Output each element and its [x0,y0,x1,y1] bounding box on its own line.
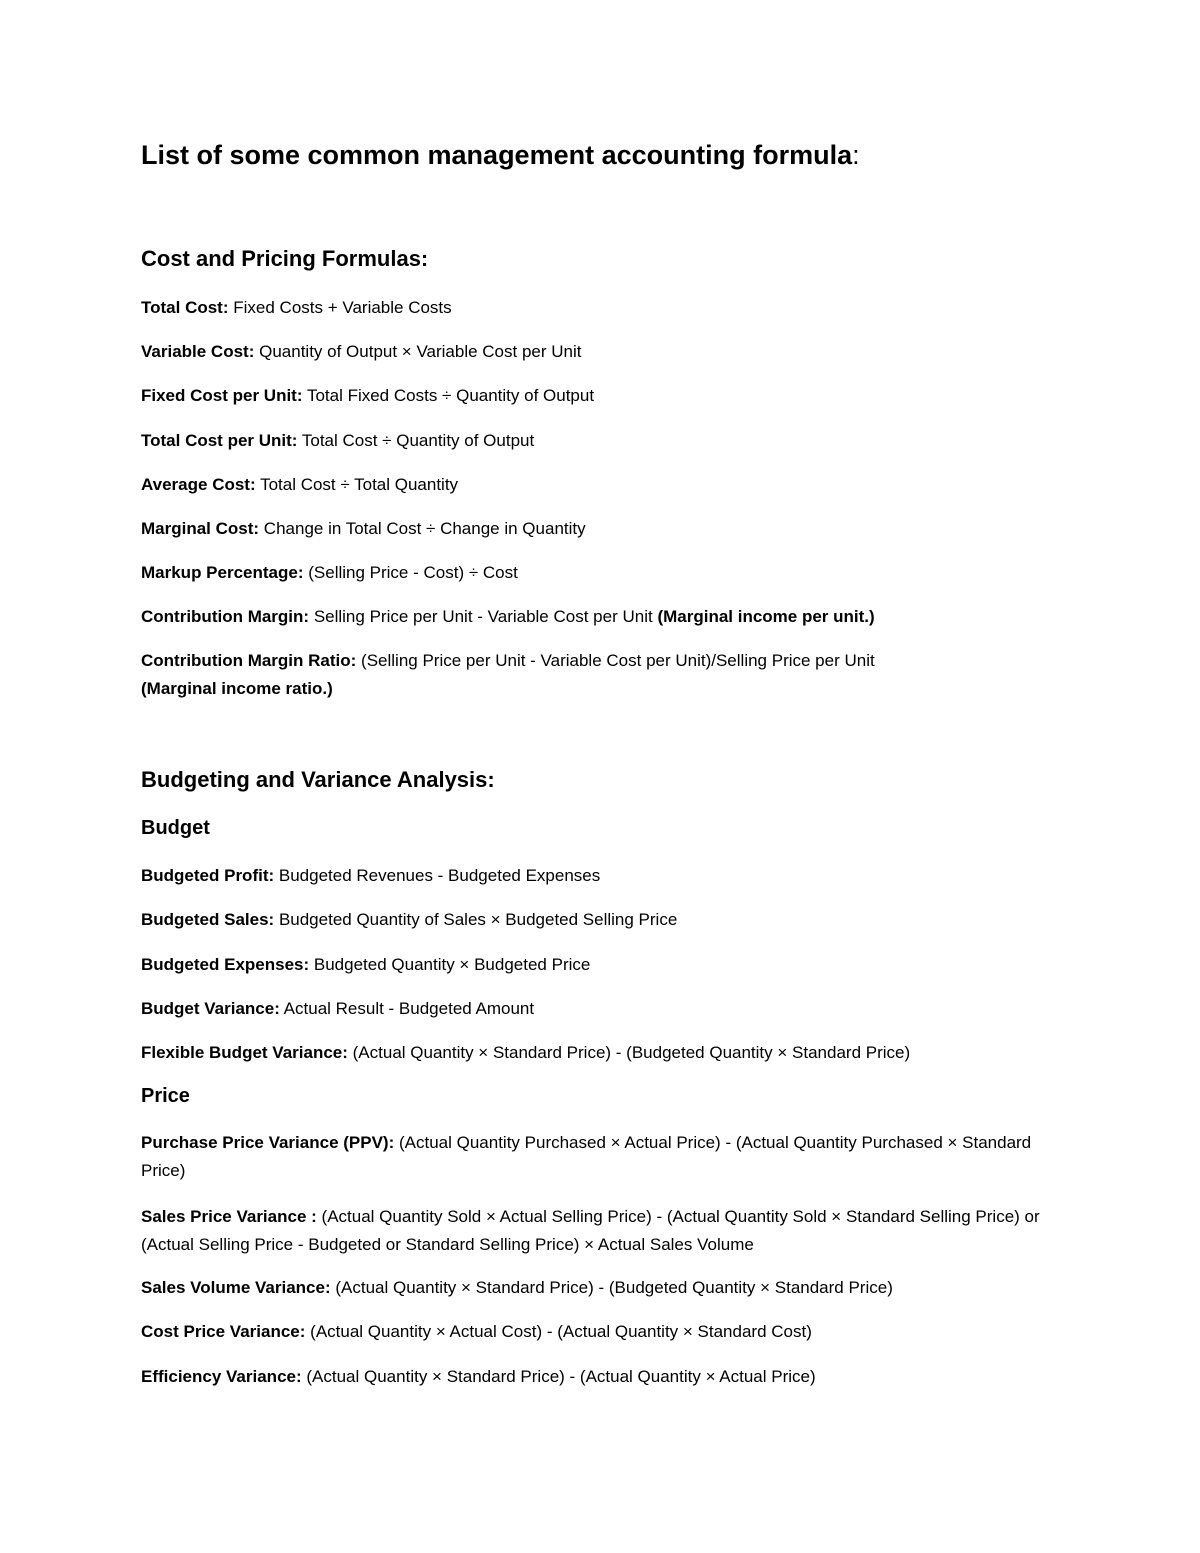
section-heading-budgeting: Budgeting and Variance Analysis: [141,767,495,792]
formula-sales-volume-variance: Sales Volume Variance: (Actual Quantity × Standard Price) - (Budgeted Quantity × Standard Price) [141,1278,893,1297]
formula-flexible-budget-variance: Flexible Budget Variance: (Actual Quantity × Standard Price) - (Budgeted Quantity × Standard Price) [141,1043,911,1062]
formula-contribution-margin-ratio: Contribution Margin Ratio: (Selling Price per Unit - Variable Cost per Unit)/Selling Price per Unit (Marginal income ratio.) [141,651,875,698]
formula-total-cost: Total Cost: Fixed Costs + Variable Costs [141,298,452,317]
formula-efficiency-variance: Efficiency Variance: (Actual Quantity × Standard Price) - (Actual Quantity × Actual Price) [141,1367,816,1386]
formula-cost-price-variance: Cost Price Variance: (Actual Quantity × Actual Cost) - (Actual Quantity × Standard Cost) [141,1322,812,1341]
subheading-budget: Budget [141,817,210,839]
formula-sales-price-variance: Sales Price Variance : (Actual Quantity Sold × Actual Selling Price) - (Actual Quantity Sold × Standard Selling Price) or (Actual Selling Price - Budgeted or Standard Selling Price) × Actual Sales Volume [141,1207,1040,1254]
formula-purchase-price-variance: Purchase Price Variance (PPV): (Actual Quantity Purchased × Actual Price) - (Actual Quantity Purchased × Standard Price) [141,1133,1032,1180]
formula-total-cost-per-unit: Total Cost per Unit: Total Cost ÷ Quantity of Output [141,431,535,450]
formula-contribution-margin: Contribution Margin: Selling Price per Unit - Variable Cost per Unit (Marginal income per unit.) [141,607,875,626]
formula-budget-variance: Budget Variance: Actual Result - Budgeted Amount [141,999,535,1018]
formula-budgeted-profit: Budgeted Profit: Budgeted Revenues - Budgeted Expenses [141,866,601,885]
formula-variable-cost: Variable Cost: Quantity of Output × Variable Cost per Unit [141,342,582,361]
formula-fixed-cost-per-unit: Fixed Cost per Unit: Total Fixed Costs ÷ Quantity of Output [141,386,595,405]
formula-average-cost: Average Cost: Total Cost ÷ Total Quantity [141,475,459,494]
subheading-price: Price [141,1085,190,1107]
formula-markup-percentage: Markup Percentage: (Selling Price - Cost) ÷ Cost [141,563,518,582]
section-heading-cost-pricing: Cost and Pricing Formulas: [141,246,429,271]
formula-budgeted-expenses: Budgeted Expenses: Budgeted Quantity × Budgeted Price [141,955,591,974]
formula-budgeted-sales: Budgeted Sales: Budgeted Quantity of Sales × Budgeted Selling Price [141,910,678,929]
formula-marginal-cost: Marginal Cost: Change in Total Cost ÷ Change in Quantity [141,519,586,538]
document-title: List of some common management accounting formula: [141,140,860,170]
